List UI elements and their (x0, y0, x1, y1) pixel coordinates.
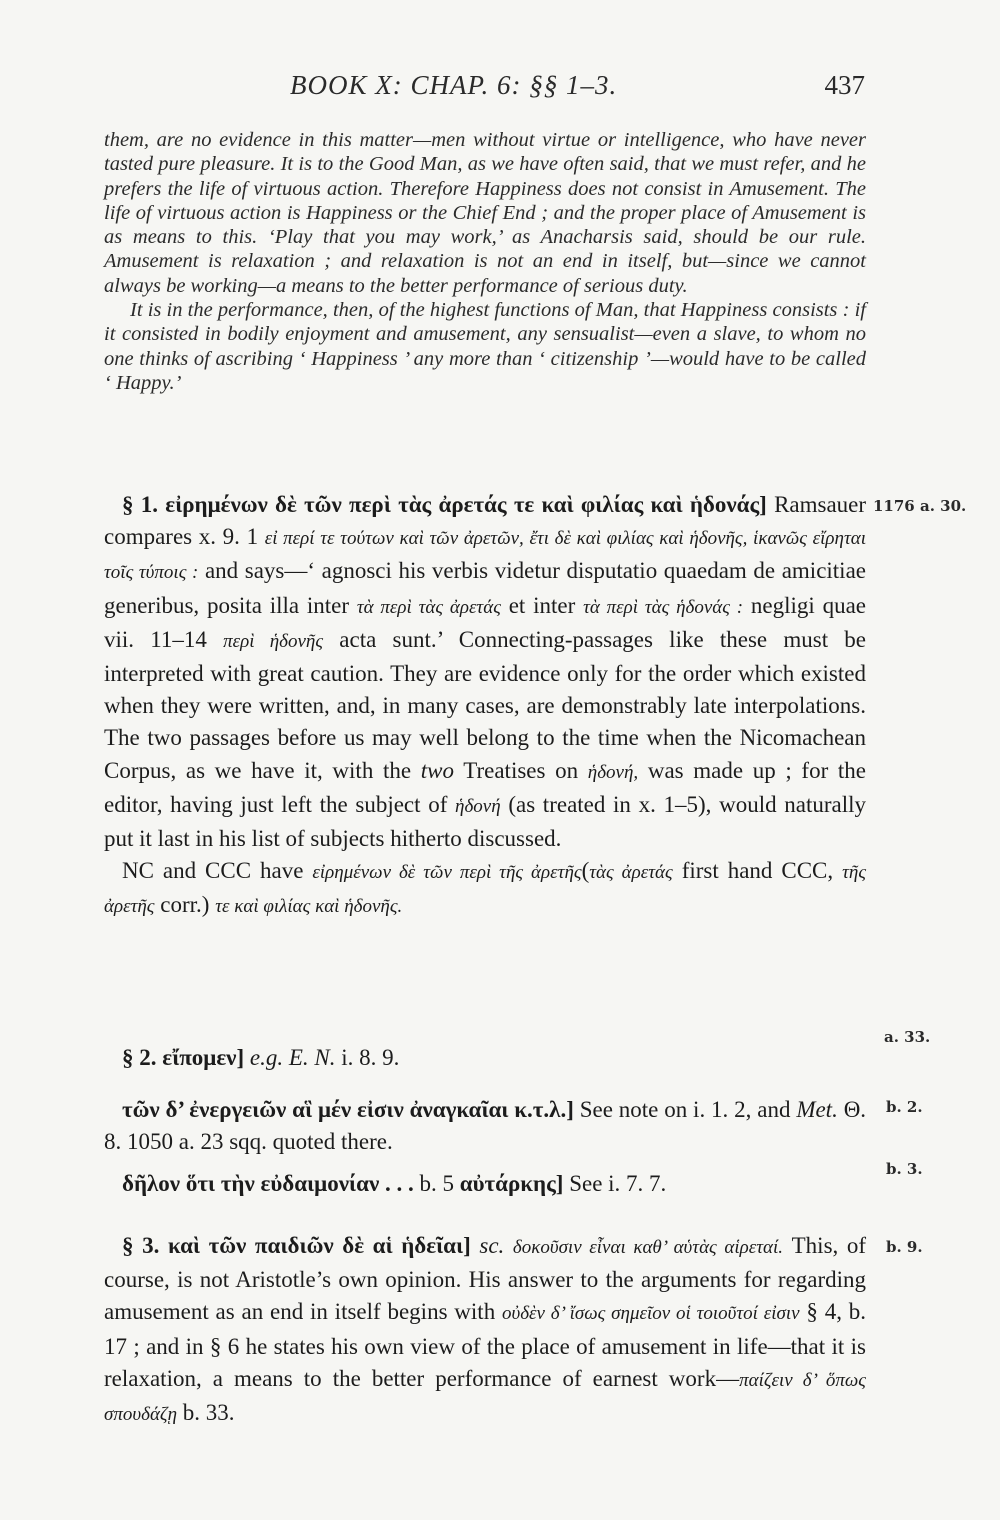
lemma: εἴπομεν] (162, 1045, 245, 1070)
note-text: § 4, b. 17 ; and in § 6 he states his own view of the place of amusement in life—that it is relaxation, a means to the better performance of earnest work— (104, 1299, 866, 1391)
note-text: Treatises on (463, 757, 579, 783)
note-section-3 (104, 1230, 866, 1431)
margin-ref: 1176 a. 30. (873, 497, 967, 515)
note-text: corr.) (160, 892, 210, 918)
greek-quote: εἰ περί τε τούτων καὶ τῶν ἀρετῶν, ἔτι δὲ καὶ φιλίας καὶ ἡδονῆς, ἱκανῶς εἴρηται τοῖς τύποις : (104, 528, 866, 584)
note-text: Ramsauer compares x. 9. 1 (104, 492, 867, 550)
note-1b-paragraph (104, 855, 866, 923)
note-text: Θ. 8. 1050 a. 23 sqq. quoted there. (104, 1097, 867, 1155)
note-section-2 (104, 1042, 866, 1074)
running-header (100, 70, 870, 110)
greek-quote: περὶ ἡδονῆς (223, 630, 324, 652)
margin-ref: b. 3. (886, 1160, 923, 1178)
page-number: 437 (824, 70, 865, 100)
margin-ref: b. 9. (886, 1238, 923, 1256)
running-title: BOOK X: CHAP. 6: §§ 1–3. (290, 70, 618, 100)
work-title: Met. (796, 1097, 838, 1122)
margin-ref: b. 2. (886, 1098, 923, 1116)
note-text: This, of course, is not Aristotle’s own opinion. His answer to the arguments for regarding amusement as an end in itself begins with (104, 1233, 867, 1325)
section-mark: § 3. (122, 1233, 160, 1258)
note-text: et inter (508, 592, 576, 618)
note-text: b. 5 (419, 1171, 454, 1196)
margin-ref: a. 33. (884, 1028, 931, 1046)
lemma: δῆλον ὅτι τὴν εὐδαιμονίαν . . . (122, 1171, 414, 1196)
note-text: See note on i. 1. 2, and (579, 1097, 791, 1122)
note-eudaimonia (104, 1168, 866, 1200)
greek-quote: οὐδὲν δ’ ἴσως σημεῖον οἱ τοιοῦτοί εἰσιν (502, 1303, 800, 1325)
lemma: αὐτάρκης] (459, 1171, 564, 1196)
note-text: b. 33. (182, 1400, 235, 1426)
summary-paragraph-1: them, are no evidence in this matter—men without virtue or intelligence, who have never tasted pure pleasure. It is to the Good Man, as we have often said, that we must refer, and he prefers the life of virtuous action. Therefore Happiness does not consist in Amusement. The life of virtuous action is Happiness or the Chief End ; and the proper place of Amusement is as means to this. ‘Play that you may work,’ as Anacharsis said, should be our rule. Amusement is relaxation ; and relaxation is not an end in itself, but—since we cannot always be working—a means to the better performance of serious duty. (104, 129, 866, 297)
greek-quote: παίζειν δ’ ὅπως σπουδάζῃ (104, 1369, 866, 1426)
lemma: καὶ τῶν παιδιῶν δὲ αἱ ἡδεῖαι] (167, 1233, 471, 1258)
note-text: and says—‘ agnosci his verbis videtur disputatio quaedam de amicitiae generibus, posita illa inter (104, 558, 866, 618)
note-text: (as treated in x. 1–5), would naturally put it last in his list of subjects hitherto discussed. (104, 791, 866, 852)
note-text: i. 8. 9. (341, 1045, 400, 1070)
summary-paragraph-2: It is in the performance, then, of the highest functions of Man, that Happiness consists : if it consisted in bodily enjoyment and amusement, any sensualist—even a slave, to whom no one thinks of ascribing ‘ Happiness ’ any more than ‘ citizenship ’—would have to be called ‘ Happy.’ (104, 299, 866, 394)
work-title: E. N. (288, 1045, 336, 1070)
note-1-paragraph (104, 489, 866, 855)
lemma: τῶν δ’ ἐνεργειῶν αἳ μέν εἰσιν ἀναγκαῖαι κ.τ.λ.] (122, 1097, 574, 1122)
note-4-paragraph (104, 1168, 866, 1200)
note-text: acta sunt.’ Connecting-passages like these must be interpreted with great caution. They are evidence only for the order which existed when they were written, and, in many cases, are demonstrably late interpolations. The two passages before us may well belong to the time when the Nicomachean Corpus, as we have it, with the (104, 626, 867, 783)
note-5-paragraph (104, 1230, 866, 1431)
note-text: NC and CCC have (122, 858, 304, 884)
greek-quote: ἡδονή, (587, 761, 639, 783)
note-text: ( (581, 858, 590, 884)
note-text: first hand CCC, (681, 858, 834, 884)
note-3-paragraph (104, 1094, 866, 1158)
note-text: See i. 7. 7. (569, 1171, 667, 1196)
greek-quote: δοκοῦσιν εἶναι καθ’ αὑτὰς αἱρεταί. (512, 1237, 784, 1258)
lemma: εἰρημένων δὲ τῶν περὶ τὰς ἀρετάς τε καὶ φιλίας καὶ ἡδονάς] (165, 492, 767, 517)
greek-quote: τὰ περὶ τὰς ἡδονάς : (583, 596, 744, 618)
greek-quote: τὰς ἀρετάς (589, 862, 673, 884)
section-mark: § 2. (122, 1045, 157, 1070)
greek-quote: τε καὶ φιλίας καὶ ἡδονῆς. (215, 896, 403, 918)
abbreviation: sc. (479, 1233, 505, 1258)
note-section-1 (104, 489, 866, 924)
emphasis: two (420, 757, 454, 783)
greek-quote: τὰ περὶ τὰς ἀρετάς (356, 596, 501, 618)
note-energeia (104, 1094, 866, 1158)
note-text: negligi quae vii. 11–14 (104, 592, 866, 652)
greek-quote: εἰρημένων δὲ τῶν περὶ τῆς ἀρετῆς (312, 862, 582, 884)
greek-quote: ἡδονή (455, 795, 501, 817)
section-mark: § 1. (122, 492, 158, 517)
note-2-paragraph (104, 1042, 866, 1074)
greek-quote: τῆς ἀρετῆς (104, 862, 867, 918)
abbreviation: e.g. (249, 1045, 284, 1070)
note-text: was made up ; for the editor, having just left the subject of (104, 757, 867, 817)
summary-block (104, 128, 866, 395)
